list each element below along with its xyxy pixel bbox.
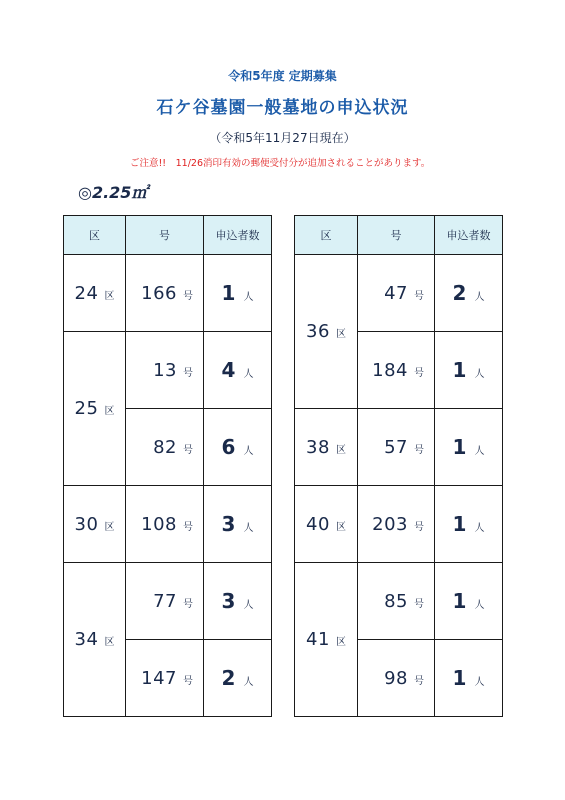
go-cell	[358, 255, 435, 332]
count-cell	[435, 332, 503, 409]
ku-cell	[295, 255, 358, 409]
ku-cell	[295, 409, 358, 486]
ku-number: 40	[306, 513, 330, 535]
ku-cell	[295, 486, 358, 563]
go-unit: 号	[414, 290, 424, 302]
go-cell	[126, 563, 204, 640]
person-unit: 人	[243, 369, 254, 380]
person-unit: 人	[243, 523, 254, 534]
go-unit: 号	[183, 444, 193, 456]
go-unit: 号	[414, 367, 424, 379]
applicant-count: 1	[221, 281, 236, 305]
ku-cell	[64, 486, 126, 563]
count-cell	[435, 409, 503, 486]
go-cell	[126, 255, 204, 332]
col-header-go: 号	[358, 216, 435, 255]
person-unit: 人	[474, 523, 485, 534]
ku-number: 30	[74, 513, 99, 535]
notice-text: ご注意!! 11/26消印有効の郵便受付分が追加されることがあります。	[130, 158, 431, 169]
go-unit: 号	[414, 675, 424, 687]
count-cell	[204, 486, 272, 563]
ku-unit: 区	[104, 637, 115, 648]
applicant-count: 4	[221, 358, 236, 382]
table-row	[64, 332, 272, 409]
go-number: 47	[384, 282, 408, 304]
go-unit: 号	[183, 290, 193, 302]
table-row	[64, 486, 272, 563]
go-unit: 号	[183, 675, 193, 687]
applicant-count: 1	[452, 435, 467, 459]
count-cell	[435, 486, 503, 563]
go-number: 13	[153, 359, 177, 381]
go-cell	[358, 486, 435, 563]
col-header-go: 号	[126, 216, 204, 255]
applicant-count: 3	[221, 589, 236, 613]
go-cell	[126, 332, 204, 409]
count-cell	[204, 332, 272, 409]
go-number: 82	[153, 436, 177, 458]
application-table-left	[63, 215, 272, 717]
col-header-ku: 区	[64, 216, 126, 255]
go-number: 108	[141, 513, 177, 535]
person-unit: 人	[474, 446, 485, 457]
person-unit: 人	[243, 292, 254, 303]
count-cell	[435, 563, 503, 640]
ku-number: 24	[74, 282, 99, 304]
ku-number: 41	[306, 629, 330, 650]
applicant-count: 1	[452, 512, 467, 536]
go-unit: 号	[183, 598, 193, 610]
ku-unit: 区	[104, 406, 115, 417]
go-number: 203	[372, 513, 408, 535]
go-cell	[358, 563, 435, 640]
person-unit: 人	[243, 446, 254, 457]
go-number: 98	[384, 667, 408, 689]
applicant-count: 1	[452, 666, 467, 690]
person-unit: 人	[243, 677, 254, 688]
col-header-ku: 区	[295, 216, 358, 255]
count-cell	[204, 640, 272, 717]
table-row	[295, 563, 503, 640]
go-number: 57	[384, 436, 408, 458]
ku-cell	[64, 255, 126, 332]
ku-number: 38	[306, 436, 330, 458]
go-cell	[126, 640, 204, 717]
page-subtitle: 令和5年度 定期募集	[228, 69, 337, 83]
table-row	[64, 255, 272, 332]
ku-unit: 区	[335, 329, 346, 340]
status-date: （令和5年11月27日現在）	[209, 131, 356, 145]
person-unit: 人	[474, 369, 485, 380]
go-unit: 号	[183, 367, 193, 379]
applicant-count: 6	[221, 435, 236, 459]
table-header-row	[295, 216, 503, 255]
go-number: 184	[372, 359, 408, 381]
col-header-count: 申込者数	[204, 216, 272, 255]
go-number: 85	[384, 590, 408, 612]
ku-unit: 区	[335, 637, 346, 648]
applicant-count: 2	[221, 666, 236, 690]
count-cell	[204, 255, 272, 332]
applicant-count: 1	[452, 589, 467, 613]
go-unit: 号	[414, 598, 424, 610]
applicant-count: 1	[452, 358, 467, 382]
go-cell	[358, 640, 435, 717]
ku-unit: 区	[335, 521, 346, 533]
person-unit: 人	[474, 677, 485, 688]
table-row	[295, 409, 503, 486]
table-row	[295, 255, 503, 332]
section-heading: ◎2.25㎡	[78, 183, 148, 202]
go-unit: 号	[183, 521, 193, 533]
table-header-row	[64, 216, 272, 255]
ku-number: 36	[306, 321, 330, 342]
person-unit: 人	[243, 600, 254, 611]
go-cell	[126, 486, 204, 563]
ku-cell	[64, 332, 126, 486]
go-number: 147	[141, 667, 177, 689]
applicant-count: 3	[221, 512, 236, 536]
ku-number: 34	[74, 629, 99, 650]
col-header-count: 申込者数	[435, 216, 503, 255]
ku-unit: 区	[335, 444, 346, 456]
page-title: 石ケ谷墓園一般墓地の申込状況	[156, 98, 409, 118]
count-cell	[204, 409, 272, 486]
go-unit: 号	[414, 521, 424, 533]
person-unit: 人	[474, 600, 485, 611]
go-number: 77	[153, 590, 177, 612]
go-cell	[358, 332, 435, 409]
application-table-right	[294, 215, 503, 717]
ku-unit: 区	[104, 290, 115, 302]
go-cell	[358, 409, 435, 486]
go-unit: 号	[414, 444, 424, 456]
ku-number: 25	[74, 398, 99, 419]
count-cell	[204, 563, 272, 640]
go-number: 166	[141, 282, 177, 304]
count-cell	[435, 255, 503, 332]
table-row	[295, 486, 503, 563]
count-cell	[435, 640, 503, 717]
person-unit: 人	[474, 292, 485, 303]
ku-cell	[64, 563, 126, 717]
applicant-count: 2	[452, 281, 467, 305]
go-cell	[126, 409, 204, 486]
ku-unit: 区	[104, 521, 115, 533]
ku-cell	[295, 563, 358, 717]
table-row	[64, 563, 272, 640]
